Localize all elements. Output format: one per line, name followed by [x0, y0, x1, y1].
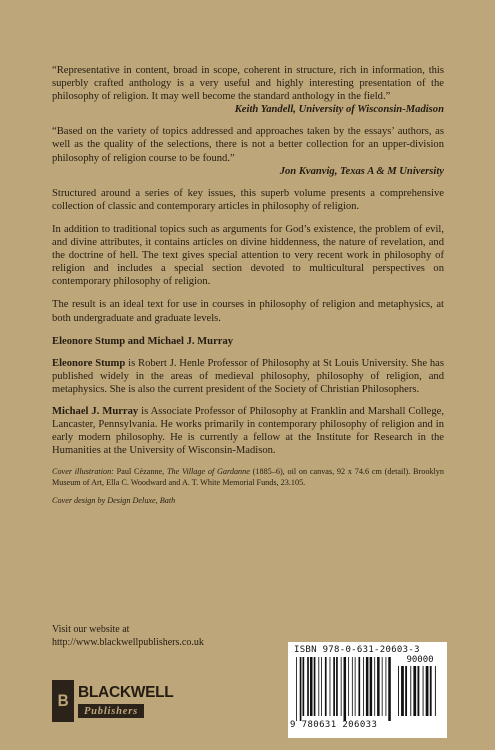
barcode-bar	[344, 657, 347, 721]
barcode-bar	[307, 657, 309, 716]
barcode-bar	[405, 666, 407, 716]
description-paragraph: The result is an ideal text for use in courses in philosophy of religion and metaphysics, at both undergraduate and graduate levels.	[52, 299, 444, 324]
ean-barcode-icon	[296, 657, 394, 721]
barcode-bar	[303, 657, 305, 716]
website-label: Visit our website at	[52, 624, 130, 635]
barcode-bar	[417, 666, 419, 716]
author-bio	[52, 357, 444, 396]
barcode-bar	[388, 657, 391, 721]
barcode-bar	[318, 657, 319, 716]
author-name: Michael J. Murray	[52, 405, 139, 417]
barcode-bar	[333, 657, 335, 716]
barcode	[288, 642, 447, 738]
credit-details: (1885–6), oil on canvas, 92 x 74.6 cm (detail). Brooklyn Museum of Art, Ella C. Woodward and A. T. White Memorial Funds, 23.105.	[52, 467, 444, 488]
barcode-bar	[374, 657, 375, 716]
author-bio-text: is Robert J. Henle Professor of Philosophy at St Louis University. She has published widely in the areas of medieval philosophy, philosophy of religion, and metaphysics. She is also the current president of the Society of Christian Philosophers.	[52, 357, 444, 395]
publisher-subtitle: Publishers	[78, 704, 144, 718]
barcode-bar	[377, 657, 380, 716]
addon-number: 90000	[406, 655, 434, 665]
credit-label: Cover illustration:	[52, 467, 114, 477]
author-bio-text: is Associate Professor of Philosophy at Franklin and Marshall College, Lancaster, Pennsylvania. He works primarily in contemporary philosophy of religion and in early modern philosophy. He is currently a fellow at the Institute for Research in the Humanities at the University of Wisconsin-Madison.	[52, 405, 444, 457]
cover-illustration-credit	[52, 466, 444, 488]
barcode-bar	[355, 657, 356, 716]
ean-number: 9 780631 206033	[290, 720, 378, 730]
barcode-bar	[296, 657, 297, 721]
website-url[interactable]: http://www.blackwellpublishers.co.uk	[52, 637, 204, 648]
barcode-bar	[413, 666, 416, 716]
author-name: Eleonore Stump	[52, 357, 126, 369]
barcode-bar	[310, 657, 313, 716]
credit-title: The Village of Gardanne	[167, 467, 250, 477]
barcode-bar	[382, 657, 383, 716]
cover-text	[52, 64, 444, 507]
barcode-bar	[325, 657, 327, 716]
barcode-bar	[426, 666, 429, 716]
review-quote: “Based on the variety of topics addressed and approaches taken by the essays’ authors, as well as the quality of the selections, there is not a better collection for an upper-division philosophy of religion course to be found.”	[52, 126, 444, 164]
barcode-bar	[348, 657, 349, 716]
barcode-bar	[430, 666, 432, 716]
barcode-bar	[398, 666, 399, 716]
barcode-bar	[370, 657, 373, 716]
description-paragraph: In addition to traditional topics such as arguments for God’s existence, the problem of evil, and divine attributes, it contains articles on divine hiddenness, the nature of revelation, and the doctrine of hell. The text gives special attention to very recent work in philosophy of religion and includes a special section devoted to multicultural perspectives on contemporary philosophy of religion.	[52, 223, 444, 288]
review-attribution: Jon Kvanvig, Texas A & M University	[279, 165, 444, 177]
credit-artist: Paul Cézanne,	[113, 467, 167, 477]
barcode-bar	[363, 657, 364, 716]
barcode-bar	[358, 657, 360, 716]
review-attribution: Keith Yandell, University of Wisconsin-Madison	[234, 104, 444, 116]
isbn-label: ISBN 978-0-631-20603-3	[294, 645, 420, 655]
author-bio	[52, 405, 444, 457]
barcode-bar	[336, 657, 338, 716]
description-paragraph: Structured around a series of key issues, this superb volume presents a comprehensive collection of classic and contemporary articles in philosophy of religion.	[52, 187, 444, 212]
barcode-bar	[410, 666, 411, 716]
barcode-bar	[366, 657, 369, 716]
publisher-logo	[52, 680, 174, 722]
barcode-bar	[423, 666, 424, 716]
publisher-name: BLACKWELL	[78, 684, 174, 701]
barcode-bar	[300, 657, 302, 721]
barcode-bar	[330, 657, 331, 716]
barcode-bar	[385, 657, 386, 716]
barcode-bar	[314, 657, 316, 716]
review-quote: “Representative in content, broad in scope, coherent in structure, rich in information, this superbly crafted anthology is a very useful and highly interesting presentation of the philosophy of religion. It may well become the standard anthology in the field.”	[52, 65, 444, 103]
barcode-bar	[352, 657, 353, 716]
barcode-bar	[435, 666, 436, 716]
barcode-bar	[341, 657, 342, 716]
addon-barcode-icon	[398, 666, 440, 721]
barcode-bar	[321, 657, 322, 716]
publisher-mark-icon: B	[52, 680, 74, 722]
authors-heading: Eleonore Stump and Michael J. Murray	[52, 335, 234, 347]
barcode-bar	[401, 666, 404, 716]
cover-design-credit: Cover design by Design Deluxe, Bath	[52, 496, 176, 506]
website-notice	[52, 623, 204, 649]
